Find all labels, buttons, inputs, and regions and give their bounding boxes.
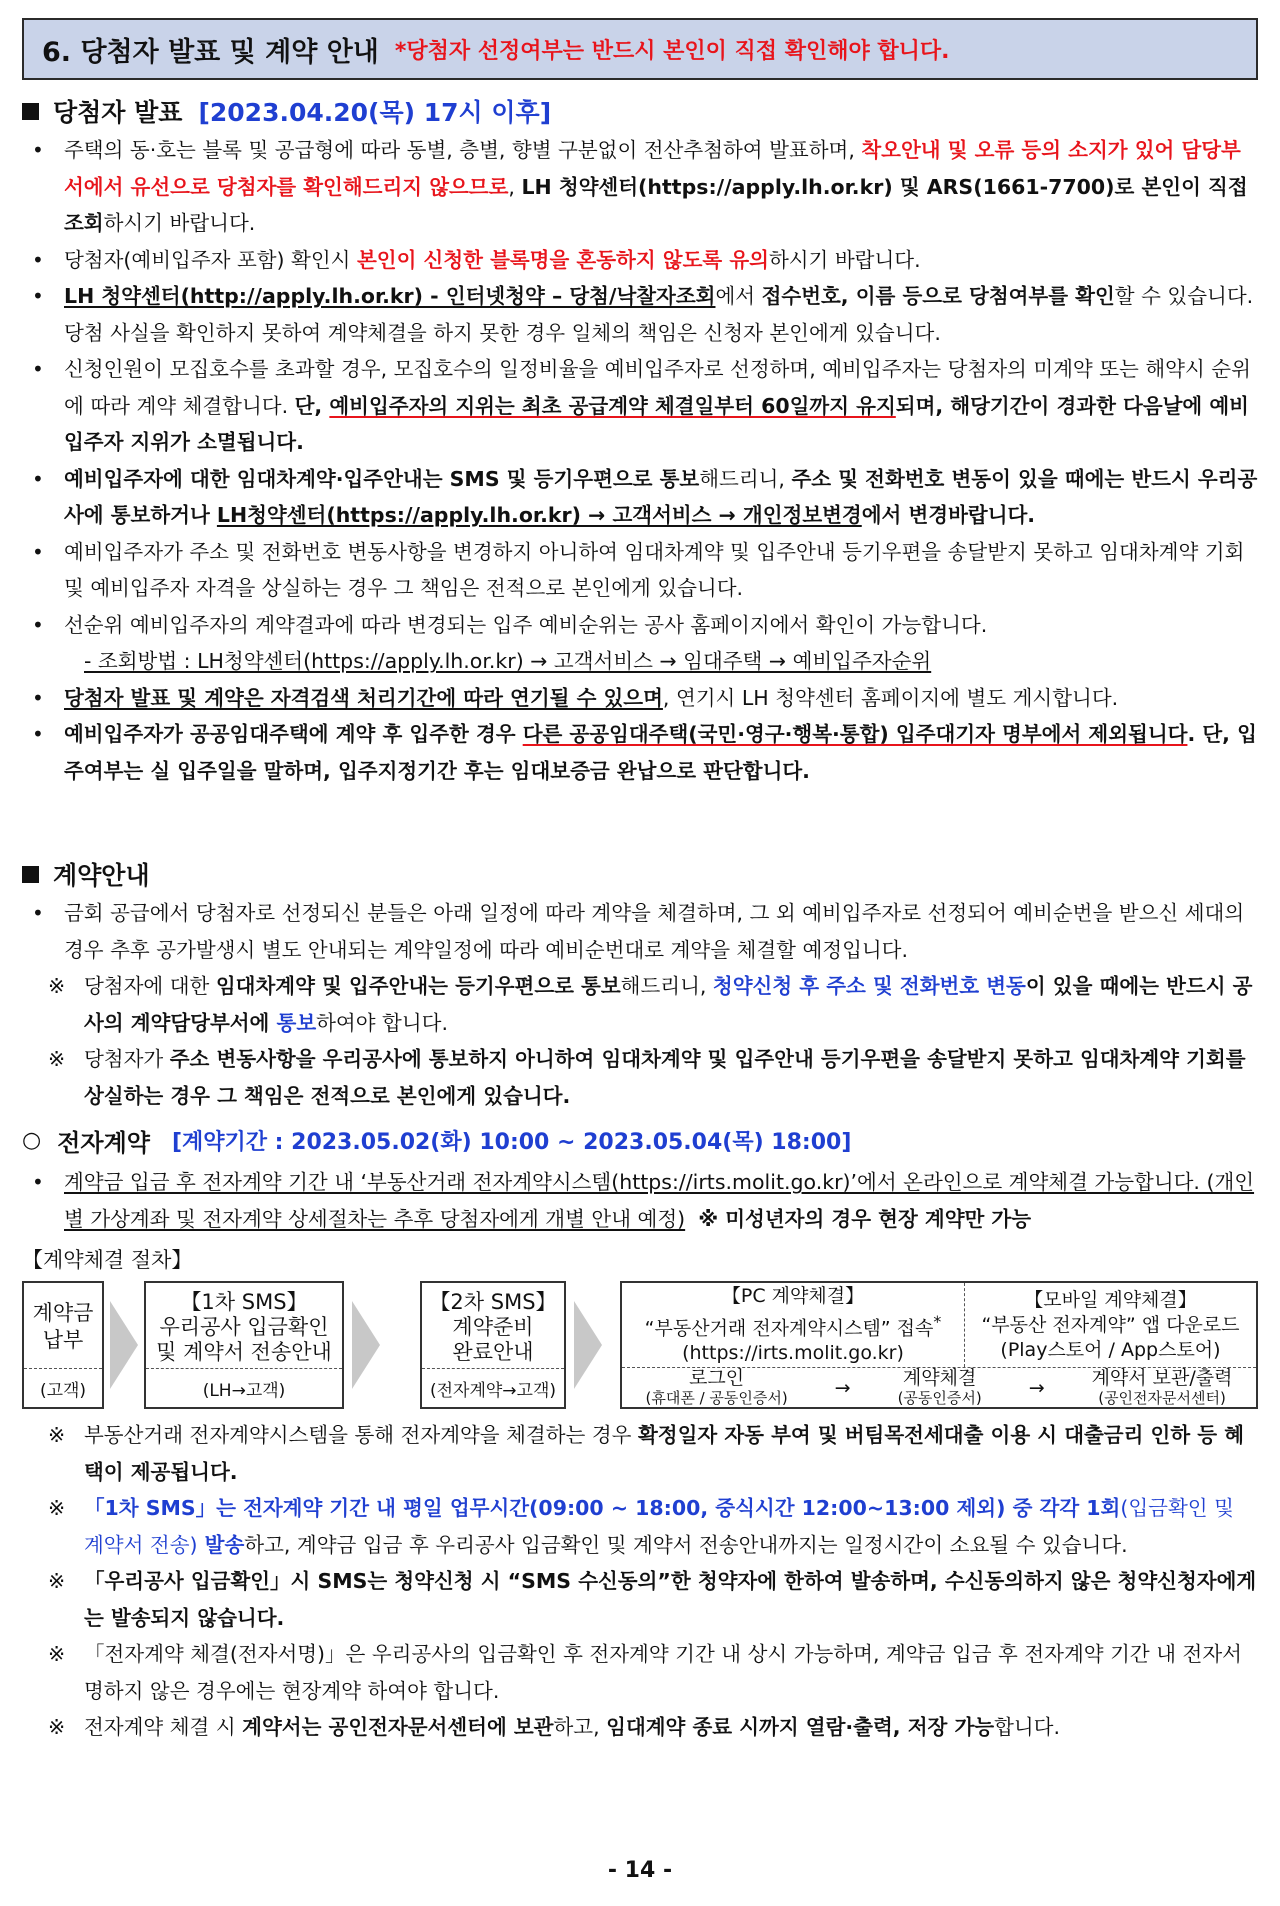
reference-mark: ※ [48,1569,66,1593]
flow-arrow-icon [110,1301,138,1389]
mobile-contract: 【모바일 계약체결】 “부동산 전자계약” 앱 다운로드 (Play스토어 / App스토어) [981,1288,1240,1361]
section-notice: *당첨자 선정여부는 반드시 본인이 직접 확인해야 합니다. [394,38,950,64]
list-item: • 계약금 입금 후 전자계약 기간 내 ‘부동산거래 전자계약시스템(https://irts.molit.go.kr)’에서 온라인으로 계약체결 가능합니다. (개인별 가상계좌 및 전자계약 상세절차는 추후 당첨자에게 개별 안내 예정) ※ 미성년자의 경우 현장 계약만 가능 [22,1164,1258,1237]
econtract-note: ※ 전자계약 체결 시 계약서는 공인전자문서센터에 보관하고, 임대계약 종료 시까지 열람·출력, 저장 가능합니다. [22,1709,1258,1746]
list-item: • 예비입주자가 공공임대주택에 계약 후 입주한 경우 다른 공공임대주택(국민·영구·행복·통합) 입주대기자 명부에서 제외됩니다. 단, 입주여부는 실 입주일을 말하며, 입주지정기간 후는 임대보증금 완납으로 판단합니다. [22,716,1258,789]
reference-mark: ※ [48,1642,66,1666]
contract-period: [계약기간 : 2023.05.02(화) 10:00 ~ 2023.05.04(목) 18:00] [171,1129,852,1155]
econtract-note: ※ 「전자계약 체결(전자서명)」은 우리공사의 입금확인 후 전자계약 기간 내 상시 가능하며, 계약금 입금 후 전자계약 기간 내 전자서명하지 않은 경우에는 현장계약 하여야 합니다. [22,1636,1258,1709]
arrow-right-icon: → [834,1376,851,1399]
square-bullet-icon [22,866,39,883]
reference-mark: ※ [48,974,66,998]
lookup-method: - 조회방법 : LH청약센터(https://apply.lh.or.kr) → 고객서비스 → 임대주택 → 예비입주자순위 [84,649,932,673]
list-item: • 예비입주자에 대한 임대차계약·입주안내는 SMS 및 등기우편으로 통보해드리니, 주소 및 전화번호 변동이 있을 때에는 반드시 우리공사에 통보하거나 LH청약센터(https://apply.lh.or.kr) → 고객서비스 → 개인정보변경에서 변경바랍니다. [22,461,1258,534]
contract-list [22,895,1258,968]
flow-step-econtract [620,1281,1258,1409]
econtract-note: ※ 「우리공사 입금확인」시 SMS는 청약신청 시 “SMS 수신동의”한 청약자에 한하여 발송하며, 수신동의하지 않은 청약신청자에게는 발송되지 않습니다. [22,1563,1258,1636]
list-item: • 금회 공급에서 당첨자로 선정되신 분들은 아래 일정에 따라 계약을 체결하며, 그 외 예비입주자로 선정되어 예비순번을 받으신 세대의 경우 추후 공가발생시 별도 안내되는 계약일정에 따라 예비순번대로 계약을 체결할 예정입니다. [22,895,1258,968]
flow-arrow-icon [574,1301,602,1389]
announce-list [22,132,1258,789]
contract-note: ※ 당첨자가 주소 변동사항을 우리공사에 통보하지 아니하여 임대차계약 및 입주안내 등기우편을 송달받지 못하고 임대차계약 기회를 상실하는 경우 그 책임은 전적으로 본인에게 있습니다. [22,1041,1258,1114]
econtract-heading: ○ 전자계약 [계약기간 : 2023.05.02(화) 10:00 ~ 2023.05.04(목) 18:00] [22,1120,1258,1160]
announce-heading: 당첨자 발표 [2023.04.20(목) 17시 이후] [22,94,1258,128]
list-item: • LH 청약센터(http://apply.lh.or.kr) - 인터넷청약 – 당첨/낙찰자조회에서 접수번호, 이름 등으로 당첨여부를 확인할 수 있습니다. 당첨 사실을 확인하지 못하여 계약체결을 하지 못한 경우 일체의 책임은 신청자 본인에게 있습니다. [22,278,1258,351]
econtract-list [22,1164,1258,1237]
list-item: • 신청인원이 모집호수를 초과할 경우, 모집호수의 일정비율을 예비입주자로 선정하며, 예비입주자는 당첨자의 미계약 또는 해약시 순위에 따라 계약 체결합니다. 단, 예비입주자의 지위는 최초 공급계약 체결일부터 60일까지 유지되며, 해당기간이 경과한 다음날에 예비입주자 지위가 소멸됩니다. [22,351,1258,461]
contract-heading: 계약안내 [22,857,1258,891]
reference-mark: ※ [48,1496,66,1520]
flow-step-deposit: 계약금 납부 (고객) [22,1281,104,1409]
econtract-note: ※ 「1차 SMS」는 전자계약 기간 내 평일 업무시간(09:00 ~ 18:00, 중식시간 12:00~13:00 제외) 중 각각 1회(입금확인 및 계약서 전송) 발송하고, 계약금 입금 후 우리공사 입금확인 및 계약서 전송안내까지는 일정시간이 소요될 수 있습니다. [22,1490,1258,1563]
flow-title: 【계약체결 절차】 [22,1248,193,1272]
circle-bullet-icon: ○ [22,1127,42,1153]
reference-mark: ※ [48,1423,66,1447]
square-bullet-icon [22,103,39,120]
reference-mark: ※ [48,1047,66,1071]
econtract-notes [22,1417,1258,1746]
econtract-steps: 로그인 (휴대폰 / 공동인증서) → 계약체결 (공동인증서) → 계약서 보관/출력 (공인전자문서센터) [622,1367,1256,1407]
flow-step-sms1: 【1차 SMS】 우리공사 입금확인 및 계약서 전송안내 (LH→고객) [144,1281,344,1409]
pc-contract: 【PC 계약체결】 “부동산거래 전자계약시스템” 접속* (https://irts.molit.go.kr) [644,1284,942,1365]
contract-note: ※ 당첨자에 대한 임대차계약 및 입주안내는 등기우편으로 통보해드리니, 청약신청 후 주소 및 전화번호 변동이 있을 때에는 반드시 공사의 계약담당부서에 통보하여야 합니다. [22,968,1258,1041]
reference-mark: ※ [48,1715,66,1739]
flow-step-sms2: 【2차 SMS】 계약준비 완료안내 (전자계약→고객) [420,1281,566,1409]
contract-flow [22,1281,1258,1411]
announce-date: [2023.04.20(목) 17시 이후] [198,98,552,127]
flow-arrow-icon [352,1301,380,1389]
econtract-note: ※ 부동산거래 전자계약시스템을 통해 전자계약을 체결하는 경우 확정일자 자동 부여 및 버팀목전세대출 이용 시 대출금리 인하 등 혜택이 제공됩니다. [22,1417,1258,1490]
list-item: • 예비입주자가 주소 및 전화번호 변동사항을 변경하지 아니하여 임대차계약 및 입주안내 등기우편을 송달받지 못하고 임대차계약 기회 및 예비입주자 자격을 상실하는 경우 그 책임은 전적으로 본인에게 있습니다. [22,534,1258,607]
section-title: 6. 당첨자 발표 및 계약 안내 [42,36,379,68]
section-header [22,18,1258,80]
list-item: • 주택의 동·호는 블록 및 공급형에 따라 동별, 층별, 향별 구분없이 전산추첨하여 발표하며, 착오안내 및 오류 등의 소지가 있어 담당부서에서 유선으로 당첨자를 확인해드리지 않으므로, LH 청약센터(https://apply.lh.or.kr) 및 ARS(1661-7700)로 본인이 직접 조회하시기 바랍니다. [22,132,1258,242]
list-item: • 당첨자(예비입주자 포함) 확인시 본인이 신청한 블록명을 혼동하지 않도록 유의하시기 바랍니다. [22,242,1258,279]
page-number: - 14 - [607,1858,673,1883]
arrow-right-icon: → [1028,1376,1045,1399]
list-item: • 당첨자 발표 및 계약은 자격검색 처리기간에 따라 연기될 수 있으며, 연기시 LH 청약센터 홈페이지에 별도 게시합니다. [22,680,1258,717]
list-item: • 선순위 예비입주자의 계약결과에 따라 변경되는 입주 예비순위는 공사 홈페이지에서 확인이 가능합니다. - 조회방법 : LH청약센터(https://apply.lh.or.kr) → 고객서비스 → 임대주택 → 예비입주자순위 [22,607,1258,680]
